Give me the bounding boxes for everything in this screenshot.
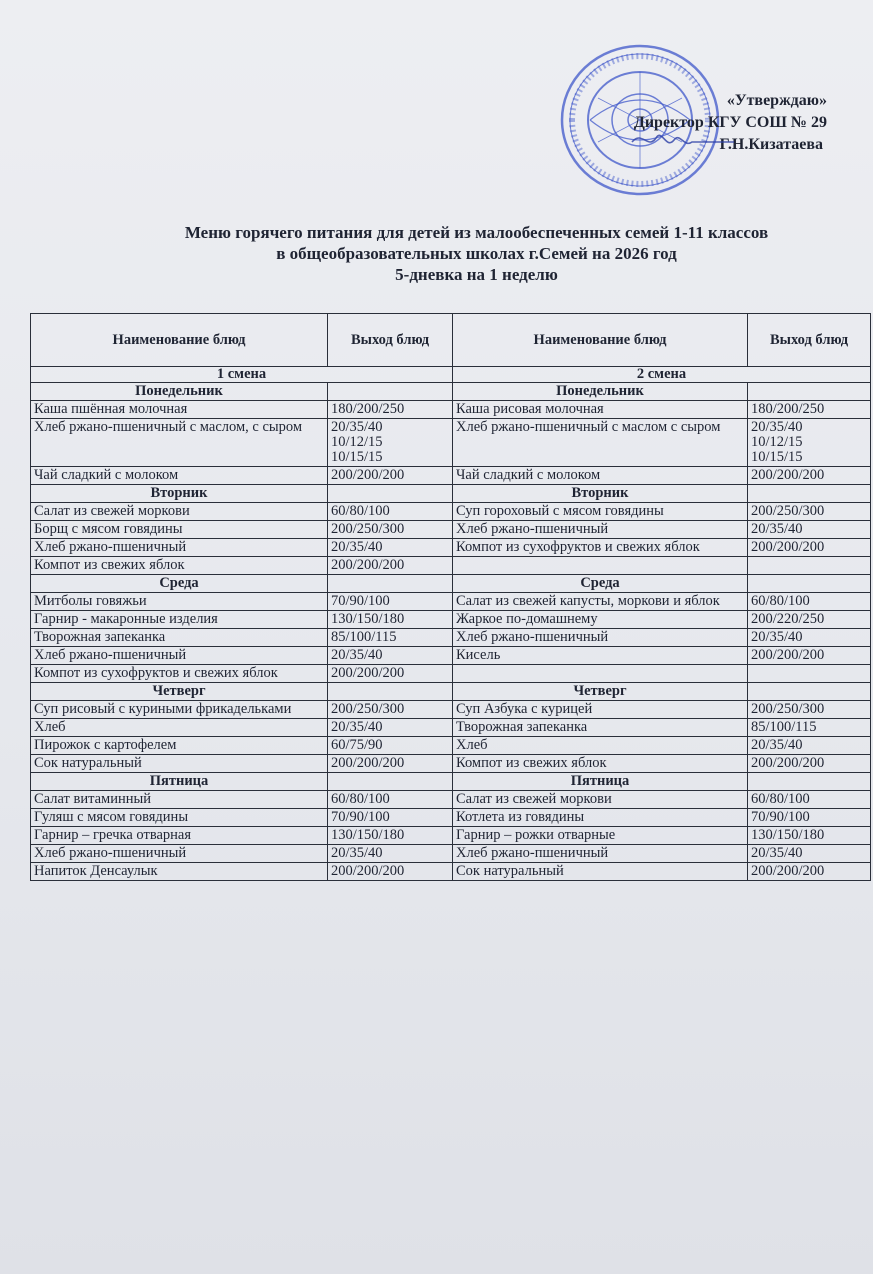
table-row [31, 419, 871, 467]
dish-shift-2: Суп Азбука с курицей [453, 701, 748, 719]
portion-shift-2: 20/35/40 10/12/15 10/15/15 [748, 419, 871, 467]
portion-shift-2: 60/80/100 [748, 791, 871, 809]
table-header-row [31, 314, 871, 367]
dish-shift-1: Творожная запеканка [31, 629, 328, 647]
header-dish-2: Наименование блюд [453, 314, 748, 367]
portion-shift-2 [748, 665, 871, 683]
day-name-shift-1: Вторник [31, 485, 328, 503]
portion-shift-2: 60/80/100 [748, 593, 871, 611]
shift-2-label: 2 смена [453, 367, 871, 383]
dish-shift-1: Митболы говяжьи [31, 593, 328, 611]
header-dish-1: Наименование блюд [31, 314, 328, 367]
dish-shift-2: Хлеб ржано-пшеничный [453, 845, 748, 863]
portion-shift-1: 20/35/40 [328, 647, 453, 665]
portion-shift-1: 200/250/300 [328, 521, 453, 539]
dish-shift-1: Хлеб [31, 719, 328, 737]
dish-shift-2: Хлеб [453, 737, 748, 755]
portion-shift-1: 60/80/100 [328, 791, 453, 809]
shift-row [31, 367, 871, 383]
portion-shift-1: 20/35/40 10/12/15 10/15/15 [328, 419, 453, 467]
dish-shift-2: Хлеб ржано-пшеничный [453, 521, 748, 539]
approval-position: Директор КГУ СОШ № 29 [633, 114, 827, 131]
table-row [31, 845, 871, 863]
portion-shift-2: 20/35/40 [748, 629, 871, 647]
portion-shift-1: 200/200/200 [328, 863, 453, 881]
day-name-shift-1: Пятница [31, 773, 328, 791]
dish-shift-1: Напиток Денсаулык [31, 863, 328, 881]
shift-1-label: 1 смена [31, 367, 453, 383]
day-header-row [31, 575, 871, 593]
portion-shift-1: 85/100/115 [328, 629, 453, 647]
dish-shift-1: Хлеб ржано-пшеничный [31, 845, 328, 863]
dish-shift-1: Хлеб ржано-пшеничный с маслом, с сыром [31, 419, 328, 467]
portion-shift-2: 70/90/100 [748, 809, 871, 827]
portion-shift-2: 200/250/300 [748, 701, 871, 719]
portion-shift-2: 200/200/200 [748, 467, 871, 485]
portion-shift-1: 70/90/100 [328, 593, 453, 611]
dish-shift-2 [453, 665, 748, 683]
table-row [31, 701, 871, 719]
day-empty-cell [748, 683, 871, 701]
dish-shift-1: Салат из свежей моркови [31, 503, 328, 521]
dish-shift-1: Чай сладкий с молоком [31, 467, 328, 485]
table-row [31, 737, 871, 755]
dish-shift-2: Гарнир – рожки отварные [453, 827, 748, 845]
day-empty-cell [328, 575, 453, 593]
day-empty-cell [328, 485, 453, 503]
portion-shift-1: 180/200/250 [328, 401, 453, 419]
day-name-shift-1: Среда [31, 575, 328, 593]
approval-signer: Г.Н.Кизатаева [719, 136, 823, 153]
portion-shift-2: 20/35/40 [748, 737, 871, 755]
dish-shift-2: Компот из сухофруктов и свежих яблок [453, 539, 748, 557]
dish-shift-2: Каша рисовая молочная [453, 401, 748, 419]
day-empty-cell [328, 383, 453, 401]
portion-shift-2 [748, 557, 871, 575]
dish-shift-2: Котлета из говядины [453, 809, 748, 827]
dish-shift-2: Салат из свежей капусты, моркови и яблок [453, 593, 748, 611]
document-title [40, 222, 873, 285]
dish-shift-1: Борщ с мясом говядины [31, 521, 328, 539]
day-header-row [31, 773, 871, 791]
header-portion-1: Выход блюд [328, 314, 453, 367]
portion-shift-1: 130/150/180 [328, 827, 453, 845]
day-name-shift-1: Понедельник [31, 383, 328, 401]
dish-shift-1: Салат витаминный [31, 791, 328, 809]
dish-shift-1: Гарнир – гречка отварная [31, 827, 328, 845]
title-line-2: в общеобразовательных школах г.Семей на 2026 год [276, 244, 677, 263]
table-row [31, 827, 871, 845]
table-row [31, 503, 871, 521]
dish-shift-2: Творожная запеканка [453, 719, 748, 737]
portion-shift-1: 20/35/40 [328, 719, 453, 737]
table-row [31, 611, 871, 629]
table-row [31, 557, 871, 575]
day-header-row [31, 683, 871, 701]
dish-shift-1: Сок натуральный [31, 755, 328, 773]
day-empty-cell [748, 773, 871, 791]
portion-shift-2: 20/35/40 [748, 521, 871, 539]
portion-shift-2: 200/200/200 [748, 539, 871, 557]
day-empty-cell [748, 575, 871, 593]
day-header-row [31, 485, 871, 503]
title-line-3: 5-дневка на 1 неделю [395, 265, 558, 284]
table-row [31, 755, 871, 773]
portion-shift-1: 130/150/180 [328, 611, 453, 629]
portion-shift-2: 20/35/40 [748, 845, 871, 863]
dish-shift-2: Хлеб ржано-пшеничный с маслом с сыром [453, 419, 748, 467]
day-empty-cell [748, 383, 871, 401]
approval-heading: «Утверждаю» [726, 92, 827, 109]
dish-shift-2: Кисель [453, 647, 748, 665]
table-row [31, 719, 871, 737]
table-row [31, 665, 871, 683]
dish-shift-2: Сок натуральный [453, 863, 748, 881]
dish-shift-2 [453, 557, 748, 575]
portion-shift-1: 200/200/200 [328, 755, 453, 773]
day-name-shift-2: Четверг [453, 683, 748, 701]
dish-shift-2: Хлеб ржано-пшеничный [453, 629, 748, 647]
day-empty-cell [748, 485, 871, 503]
portion-shift-1: 200/200/200 [328, 665, 453, 683]
portion-shift-1: 70/90/100 [328, 809, 453, 827]
portion-shift-2: 200/200/200 [748, 755, 871, 773]
dish-shift-1: Компот из сухофруктов и свежих яблок [31, 665, 328, 683]
table-row [31, 593, 871, 611]
portion-shift-1: 60/75/90 [328, 737, 453, 755]
day-name-shift-2: Понедельник [453, 383, 748, 401]
dish-shift-1: Гарнир - макаронные изделия [31, 611, 328, 629]
dish-shift-1: Суп рисовый с куриными фрикадельками [31, 701, 328, 719]
portion-shift-2: 85/100/115 [748, 719, 871, 737]
dish-shift-2: Чай сладкий с молоком [453, 467, 748, 485]
title-line-1: Меню горячего питания для детей из малообеспеченных семей 1-11 классов [184, 223, 769, 242]
table-row [31, 629, 871, 647]
portion-shift-2: 200/220/250 [748, 611, 871, 629]
dish-shift-1: Компот из свежих яблок [31, 557, 328, 575]
table-row [31, 863, 871, 881]
signature-icon [622, 120, 742, 160]
portion-shift-1: 20/35/40 [328, 845, 453, 863]
portion-shift-2: 200/200/200 [748, 863, 871, 881]
dish-shift-2: Салат из свежей моркови [453, 791, 748, 809]
menu-table [30, 313, 871, 881]
table-row [31, 521, 871, 539]
table-row [31, 467, 871, 485]
portion-shift-1: 200/200/200 [328, 557, 453, 575]
dish-shift-2: Суп гороховый с мясом говядины [453, 503, 748, 521]
table-row [31, 401, 871, 419]
portion-shift-2: 130/150/180 [748, 827, 871, 845]
dish-shift-2: Компот из свежих яблок [453, 755, 748, 773]
dish-shift-1: Хлеб ржано-пшеничный [31, 647, 328, 665]
table-row [31, 539, 871, 557]
day-name-shift-2: Среда [453, 575, 748, 593]
table-row [31, 647, 871, 665]
header-portion-2: Выход блюд [748, 314, 871, 367]
portion-shift-2: 200/250/300 [748, 503, 871, 521]
portion-shift-2: 200/200/200 [748, 647, 871, 665]
dish-shift-1: Пирожок с картофелем [31, 737, 328, 755]
menu-table-body [31, 367, 871, 881]
table-row [31, 809, 871, 827]
day-empty-cell [328, 683, 453, 701]
dish-shift-1: Гуляш с мясом говядины [31, 809, 328, 827]
dish-shift-1: Каша пшённая молочная [31, 401, 328, 419]
portion-shift-2: 180/200/250 [748, 401, 871, 419]
portion-shift-1: 200/200/200 [328, 467, 453, 485]
dish-shift-2: Жаркое по-домашнему [453, 611, 748, 629]
day-name-shift-2: Вторник [453, 485, 748, 503]
portion-shift-1: 60/80/100 [328, 503, 453, 521]
day-empty-cell [328, 773, 453, 791]
portion-shift-1: 200/250/300 [328, 701, 453, 719]
portion-shift-1: 20/35/40 [328, 539, 453, 557]
dish-shift-1: Хлеб ржано-пшеничный [31, 539, 328, 557]
day-name-shift-2: Пятница [453, 773, 748, 791]
day-header-row [31, 383, 871, 401]
table-row [31, 791, 871, 809]
day-name-shift-1: Четверг [31, 683, 328, 701]
